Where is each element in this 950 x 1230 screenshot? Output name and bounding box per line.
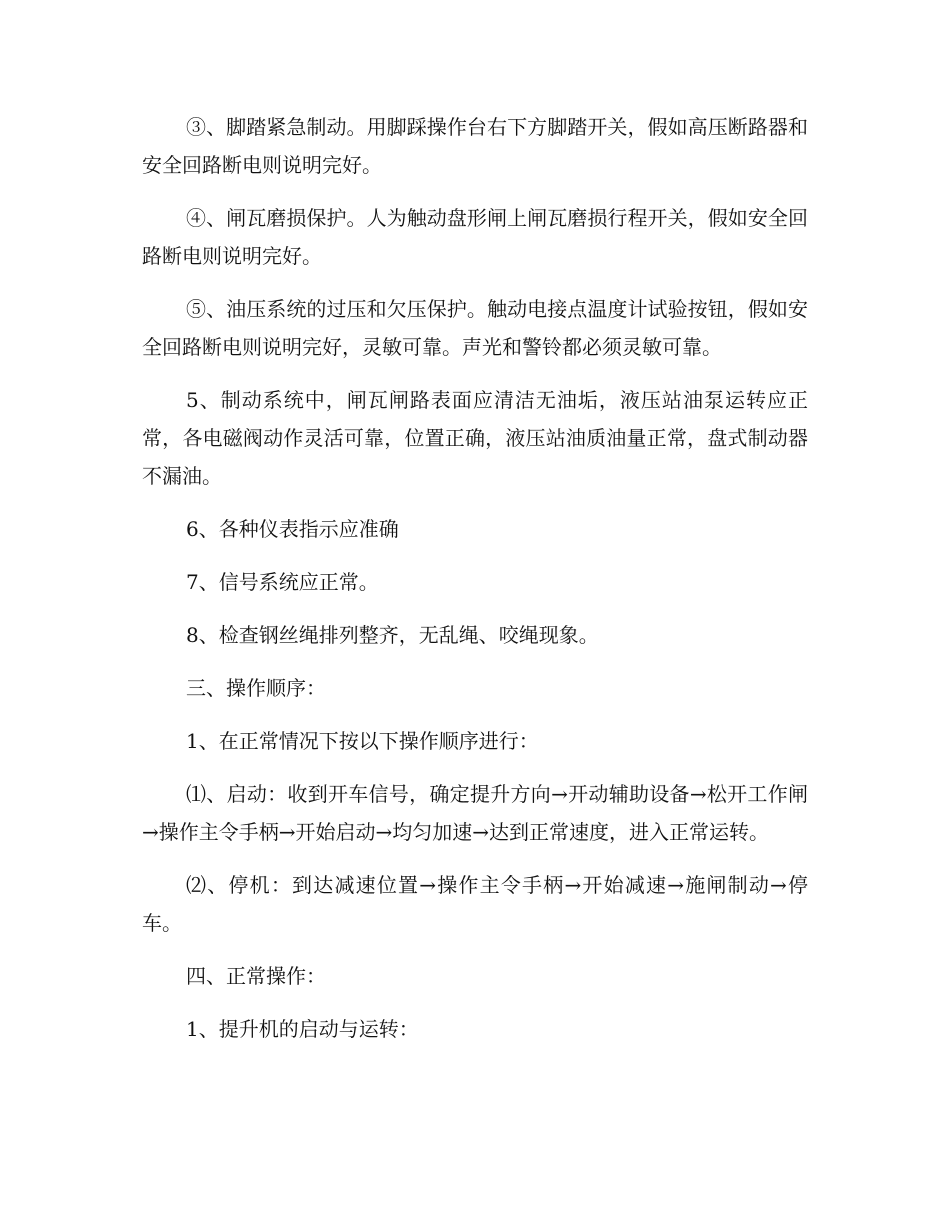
- paragraph-brake-system: 5、制动系统中，闸瓦闸路表面应清洁无油垢，液压站油泵运转应正常，各电磁阀动作灵活可靠，位置正确，液压站油质油量正常，盘式制动器不漏油。: [142, 388, 808, 488]
- paragraph-signal-system: 7、信号系统应正常。: [186, 570, 379, 594]
- paragraph-instruments: 6、各种仪表指示应准确: [186, 517, 399, 541]
- paragraph-oil-pressure-protection: ⑤、油压系统的过压和欠压保护。触动电接点温度计试验按钮，假如安全回路断电则说明完好，灵敏可靠。声光和警铃都必须灵敏可靠。: [142, 297, 808, 359]
- document-body: [142, 108, 808, 1063]
- paragraph-shutdown: ⑵、停机：到达减速位置→操作主令手柄→开始减速→施闸制动→停车。: [142, 873, 808, 935]
- section-heading-operation-sequence: 三、操作顺序：: [186, 676, 326, 700]
- paragraph-foot-brake: ③、脚踏紧急制动。用脚踩操作台右下方脚踏开关，假如高压断路器和安全回路断电则说明完好。: [142, 115, 808, 177]
- paragraph-brake-wear-protection: ④、闸瓦磨损保护。人为触动盘形闸上闸瓦磨损行程开关，假如安全回路断电则说明完好。: [142, 206, 808, 268]
- paragraph-startup: ⑴、启动：收到开车信号，确定提升方向→开动辅助设备→松开工作闸→操作主令手柄→开始启动→均匀加速→达到正常速度，进入正常运转。: [142, 782, 808, 844]
- paragraph-wire-rope-check: 8、检查钢丝绳排列整齐，无乱绳、咬绳现象。: [186, 623, 599, 647]
- paragraph-hoist-startup: 1、提升机的启动与运转：: [186, 1017, 419, 1041]
- paragraph-normal-sequence: 1、在正常情况下按以下操作顺序进行：: [186, 729, 539, 753]
- section-heading-normal-operation: 四、正常操作：: [186, 964, 326, 988]
